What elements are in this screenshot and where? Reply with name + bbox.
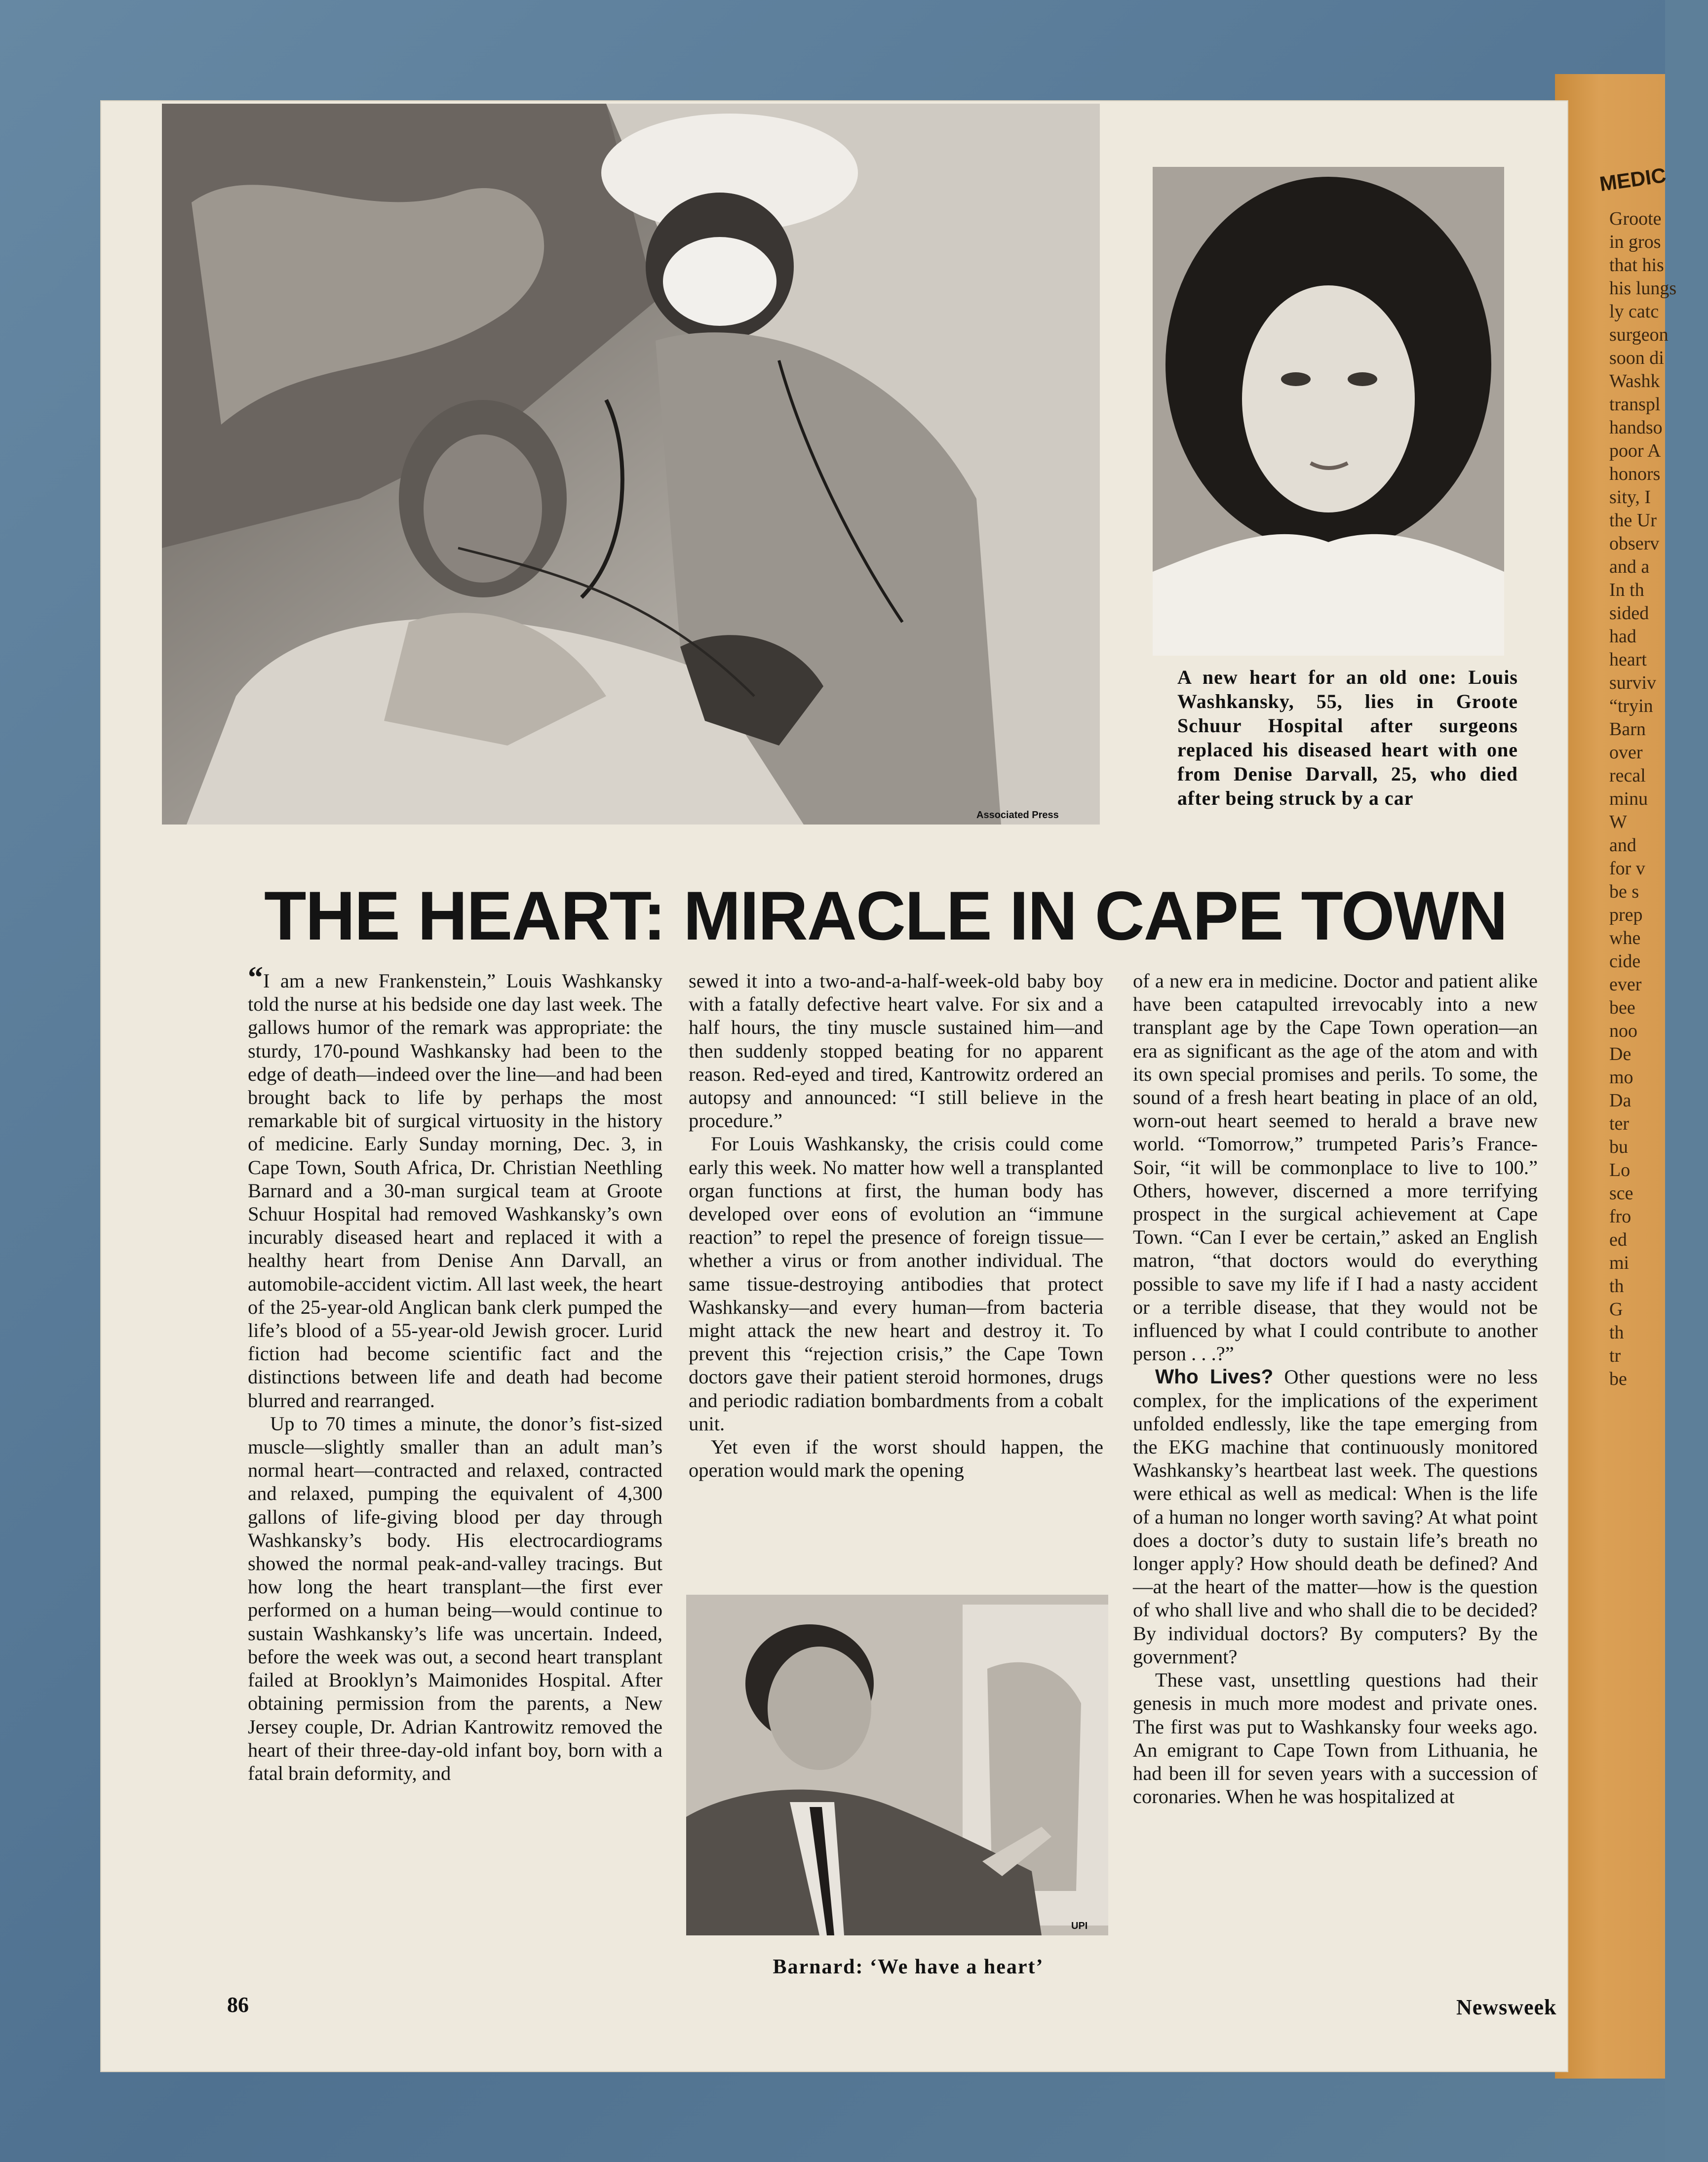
- adjacent-page-line: recal: [1609, 765, 1646, 786]
- opening-quote-mark: “: [248, 961, 263, 994]
- adjacent-page-line: his lungs: [1609, 278, 1677, 299]
- adjacent-page-line: for v: [1609, 858, 1645, 879]
- article-paragraph: For Louis Washkansky, the crisis could come early this week. No matter how well a transplanted organ functions at first, the human body has developed over eons of evolution an “immune reaction” to repel the presence of foreign tissue—whether a virus or from another individual. The same tissue-destroying antibodies that protect Washkansky—and every human—from bacteria might attack the new heart and destroy it. To prevent this “rejection crisis,” the Cape Town doctors gave their patient steroid hormones, drugs and periodic radiation bombardments from a cobalt unit.: [689, 1133, 1103, 1435]
- adjacent-page-line: fro: [1609, 1206, 1631, 1227]
- adjacent-page-line: the Ur: [1609, 510, 1657, 531]
- adjacent-page-line: sce: [1609, 1183, 1633, 1204]
- adjacent-page-line: G: [1609, 1299, 1623, 1320]
- adjacent-page-line: Lo: [1609, 1160, 1630, 1180]
- donor-portrait-photo: [1153, 167, 1504, 656]
- article-paragraph: of a new era in medicine. Doctor and patient alike have been catapulted irrevocably into a new transplant age by the Cape Town operation—an era as significant as the age of the atom and with its own special promises and perils. To some, the sound of a fresh heart beating in place of an old, worn-out heart seemed to herald a brave new world. “Tomorrow,” trumpeted Paris’s France-Soir, “it will be commonplace to live to 100.” Others, however, discerned a more terrifying prospect in the surgical achievement at Cape Town. “Can I ever be certain,” asked an English matron, “that doctors would do everything possible to save my life if I had a nasty accident or a terrible disease, that they would not be influenced by what I could contribute to another person . . .?”: [1133, 970, 1538, 1365]
- adjacent-page-line: heart: [1609, 649, 1647, 670]
- adjacent-page-line: th: [1609, 1322, 1624, 1343]
- adjacent-page-text: [1609, 207, 1708, 1391]
- magazine-name: Newsweek: [1456, 1995, 1557, 2019]
- adjacent-page-line: Washk: [1609, 371, 1660, 392]
- adjacent-page-line: whe: [1609, 928, 1641, 948]
- adjacent-page-line: sided: [1609, 603, 1649, 624]
- adjacent-page-line: be s: [1609, 881, 1639, 902]
- photo-caption: Barnard: ‘We have a heart’: [773, 1956, 1044, 1978]
- adjacent-page-line: In th: [1609, 580, 1644, 600]
- adjacent-page-line: and a: [1609, 556, 1650, 577]
- adjacent-page-line: observ: [1609, 533, 1660, 554]
- adjacent-page-line: Barn: [1609, 719, 1646, 740]
- photo-credit: Associated Press: [976, 810, 1059, 821]
- adjacent-page-line: soon di: [1609, 348, 1664, 368]
- adjacent-page-line: minu: [1609, 788, 1648, 809]
- adjacent-page-line: bu: [1609, 1137, 1628, 1157]
- adjacent-page-line: mi: [1609, 1253, 1630, 1273]
- article-paragraph: Yet even if the worst should happen, the operation would mark the opening: [689, 1436, 1103, 1482]
- adjacent-page-line: bee: [1609, 997, 1635, 1018]
- article-paragraph: “I am a new Frankenstein,” Louis Washkansky told the nurse at his bedside one day last week. The gallows humor of the remark was appropriate: the sturdy, 170-pound Washkansky had been to the edge of death—indeed over the line—and had been brought back to life by perhaps the most remarkable bit of surgical virtuosity in the history of medicine. Early Sunday morning, Dec. 3, in Cape Town, South Africa, Dr. Christian Neethling Barnard and a 30-man surgical team at Groote Schuur Hospital had removed Washkansky’s own incurably diseased heart and replaced it with a healthy heart from Denise Ann Darvall, an automobile-accident victim. All last week, the heart of the 25-year-old Anglican bank clerk pumped the life’s blood of a 55-year-old Jewish grocer. Lurid fiction had become scientific fact and the distinctions between life and death had become blurred and rearranged.: [248, 961, 662, 1412]
- adjacent-page-line: sity, I: [1609, 487, 1651, 508]
- adjacent-page-line: had: [1609, 626, 1636, 647]
- adjacent-page-line: and: [1609, 835, 1636, 856]
- adjacent-page-line: surgeon: [1609, 324, 1669, 345]
- adjacent-page-line: Da: [1609, 1090, 1631, 1111]
- adjacent-page-line: tr: [1609, 1345, 1621, 1366]
- adjacent-page-line: in gros: [1609, 232, 1661, 252]
- photo-caption: A new heart for an old one: Louis Washkansky, 55, lies in Groote Schuur Hospital after surgeons replaced his diseased heart with one from Denise Darvall, 25, who died after being struck by a car: [1177, 666, 1518, 809]
- adjacent-page-line: W: [1609, 812, 1627, 832]
- adjacent-page-line: ed: [1609, 1229, 1627, 1250]
- adjacent-page-line: honors: [1609, 464, 1661, 484]
- adjacent-page-line: th: [1609, 1276, 1624, 1297]
- photo-credit: UPI: [1071, 1921, 1088, 1931]
- patient-nurse-photo: [162, 104, 1100, 825]
- adjacent-page-line: Groote: [1609, 208, 1662, 229]
- adjacent-page-line: surviv: [1609, 672, 1656, 693]
- adjacent-page-line: De: [1609, 1044, 1631, 1064]
- article-paragraph: Who Lives? Other questions were no less complex, for the implications of the experiment unfolded endlessly, like the tape emerging from the EKG machine that continuously monitored Washkansky’s heartbeat last week. The questions were ethical as well as medical: When is the life of a human no longer worth saving? At what point does a doctor’s duty to sustain life’s breath no longer apply? How should death be defined? And —at the heart of the matter—how is the question of who shall live and who shall die to be decided? By individual doctors? By computers? By the government?: [1133, 1365, 1538, 1668]
- article-paragraph: sewed it into a two-and-a-half-week-old baby boy with a fatally defective heart valve. For six and a half hours, the tiny muscle sustained him—and then suddenly stopped beating for no apparent reason. Red-eyed and tired, Kantrowitz ordered an autopsy and announced: “I still believe in the procedure.”: [689, 970, 1103, 1132]
- adjacent-page-line: “tryin: [1609, 696, 1653, 716]
- section-subhead: Who Lives?: [1155, 1365, 1274, 1388]
- adjacent-page-line: handso: [1609, 417, 1663, 438]
- adjacent-page-line: over: [1609, 742, 1643, 763]
- adjacent-page-line: ly catc: [1609, 301, 1659, 322]
- page-number: 86: [227, 1993, 249, 2017]
- adjacent-page-line: transpl: [1609, 394, 1661, 415]
- adjacent-page-line: poor A: [1609, 440, 1661, 461]
- adjacent-page: [1555, 74, 1677, 2079]
- article-column-1: [248, 961, 662, 1785]
- adjacent-page-line: ever: [1609, 974, 1642, 995]
- adjacent-page-line: ter: [1609, 1113, 1630, 1134]
- adjacent-page-line: prep: [1609, 904, 1643, 925]
- adjacent-page-line: noo: [1609, 1021, 1637, 1041]
- article-column-2: [689, 969, 1103, 1482]
- article-paragraph: These vast, unsettling questions had their genesis in much more modest and private ones. The first was put to Washkansky four weeks ago. An emigrant to Cape Town from Lithuania, he had been ill for seven years with a succession of coronaries. When he was hospitalized at: [1133, 1669, 1538, 1808]
- barnard-photo: [686, 1595, 1108, 1935]
- adjacent-page-line: that his: [1609, 255, 1664, 275]
- magazine-page: [101, 101, 1567, 2071]
- adjacent-page-line: be: [1609, 1369, 1627, 1389]
- article-column-3: [1133, 969, 1538, 1808]
- adjacent-page-line: mo: [1609, 1067, 1633, 1088]
- article-headline: THE HEART: MIRACLE IN CAPE TOWN: [264, 877, 1507, 954]
- article-paragraph: Up to 70 times a minute, the donor’s fist-sized muscle—slightly smaller than an adult man’s normal heart—contracted and relaxed, contracted and relaxed, pumping the equivalent of 4,300 gallons of life-giving blood per day through Washkansky’s body. His electrocardiograms showed the normal peak-and-valley tracings. But how long the heart transplant—the first ever performed on a human being—would continue to sustain Washkansky’s life was uncertain. Indeed, before the week was out, a second heart transplant failed at Brooklyn’s Maimonides Hospital. After obtaining permission from the parents, a New Jersey couple, Dr. Adrian Kantrowitz removed the heart of their three-day-old infant boy, born with a fatal brain deformity, and: [248, 1412, 662, 1784]
- adjacent-page-line: cide: [1609, 951, 1641, 972]
- adjacent-page-header: MEDIC: [1598, 163, 1668, 196]
